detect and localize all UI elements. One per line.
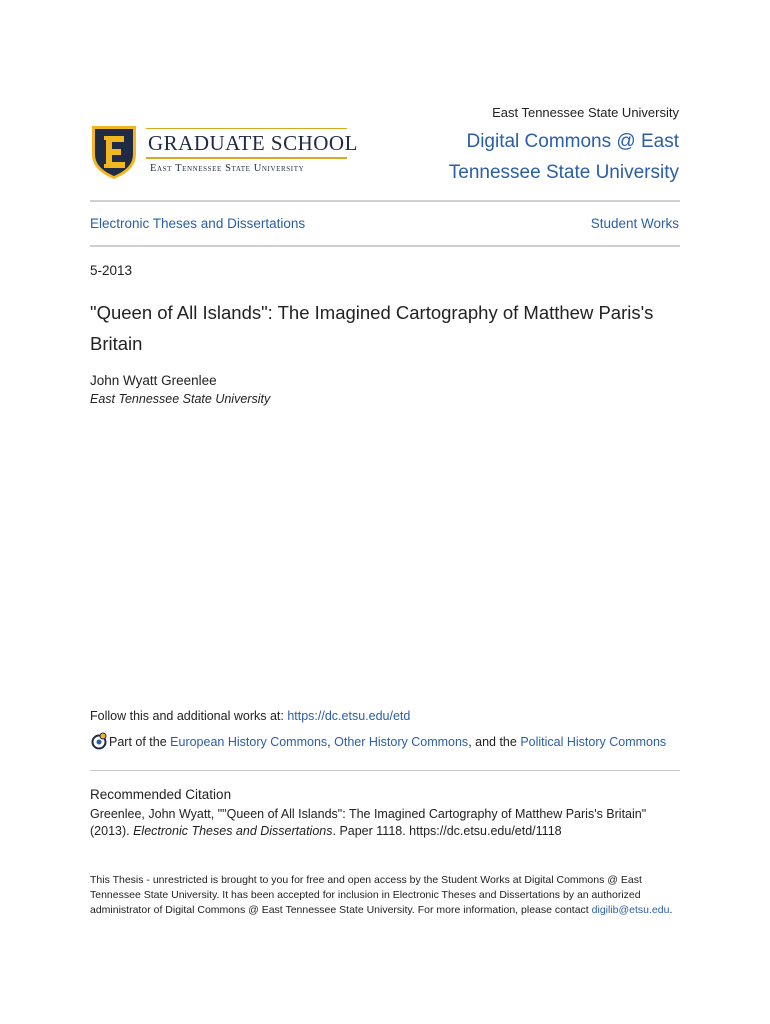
citation-year: (2013).	[90, 824, 134, 838]
collection-link[interactable]: Electronic Theses and Dissertations	[90, 216, 306, 231]
logo-rule	[146, 157, 347, 159]
document-title: "Queen of All Islands": The Imagined Cartography of Matthew Paris's Britain	[90, 302, 654, 354]
citation-text	[90, 806, 682, 840]
institution-name: East Tennessee State University	[492, 105, 679, 120]
european-history-commons-link[interactable]: European History Commons	[170, 735, 328, 749]
access-statement	[90, 873, 680, 918]
repository-link[interactable]: Digital Commons @ East Tennessee State University	[448, 131, 679, 183]
category-link[interactable]: Student Works	[590, 216, 679, 231]
divider	[90, 200, 680, 202]
part-of-label: Part of the	[109, 735, 171, 749]
divider	[90, 770, 680, 771]
logo-subtext: East Tennessee State University	[150, 163, 305, 174]
separator: , and the	[468, 735, 521, 749]
citation-heading: Recommended Citation	[90, 787, 232, 802]
etsu-shield-icon	[90, 124, 138, 180]
author-name: John Wyatt Greenlee	[90, 373, 217, 388]
author-affiliation: East Tennessee State University	[90, 392, 271, 406]
logo-text: GRADUATE SCHOOL	[148, 131, 358, 155]
network-commons-icon	[90, 732, 108, 750]
follow-url-link[interactable]: https://dc.etsu.edu/etd	[287, 709, 411, 723]
logo-rule-top	[146, 128, 347, 129]
graduate-school-logo	[90, 124, 358, 182]
follow-line	[90, 709, 410, 723]
citation-line: Greenlee, John Wyatt, ""Queen of All Islands": The Imagined Cartography of Matthew Paris's Britain"	[90, 807, 647, 821]
divider	[90, 245, 680, 247]
political-history-commons-link[interactable]: Political History Commons	[520, 735, 667, 749]
citation-series: Electronic Theses and Dissertations	[133, 824, 333, 838]
publication-date: 5-2013	[90, 263, 133, 278]
follow-label: Follow this and additional works at:	[90, 709, 288, 723]
access-end: .	[669, 904, 673, 916]
contact-email-link[interactable]: digilib@etsu.edu	[591, 904, 670, 916]
citation-paper: . Paper 1118. https://dc.etsu.edu/etd/1118	[332, 824, 562, 838]
other-history-commons-link[interactable]: Other History Commons	[334, 735, 469, 749]
separator: ,	[327, 735, 335, 749]
access-text: This Thesis - unrestricted is brought to you for free and open access by the Student Works at Digital Commons @ East Tennessee State University. It has been accepted for inclusion in Electronic Theses and Dissertations by an authorized administrator of Digital Commons @ East Tennessee State University. For more information, please contact	[90, 874, 642, 916]
part-of-line	[90, 732, 666, 750]
